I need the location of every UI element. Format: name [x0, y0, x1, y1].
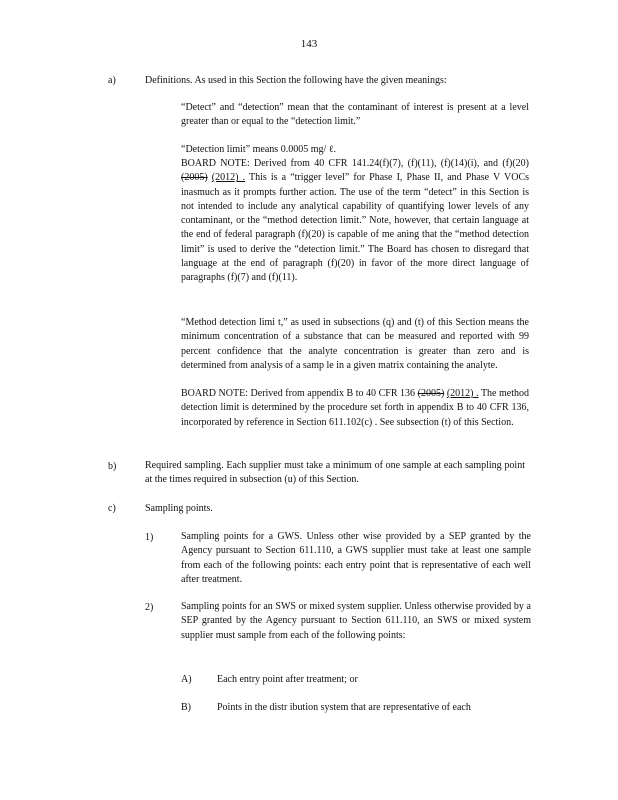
- inserted-year: (2012) .: [211, 172, 246, 184]
- board-note-1-start: BOARD NOTE: Derived from 40 CFR 141.24(f)(7), (f)(11), (f)(14)(i), and (f)(20): [181, 158, 529, 169]
- section-c-label: c): [108, 503, 116, 514]
- detect-definition: “Detect” and “detection” mean that the contaminant of interest is present at a level greater than or equal to the “detection limit.”: [181, 102, 529, 128]
- section-b-label: b): [108, 461, 117, 472]
- inserted-year-2: (2012) .: [446, 388, 479, 399]
- page-number: 143: [300, 38, 318, 50]
- method-detection-limit-definition: “Method detection limi t,” as used in subsections (q) and (t) of this Section means the minimum concentration of a substance that can be measured and reported with 99 percent confidence that the analyte concentration is greater than zero and is determined from analysis of a samp le in a given matrix containing the analyte.: [181, 317, 529, 371]
- section-a-heading: Definitions. As used in this Section the following have the given meanings:: [145, 75, 447, 86]
- sub-a-label: A): [181, 674, 192, 685]
- board-note-2-start: BOARD NOTE: Derived from appendix B to 40 CFR 136: [181, 388, 416, 399]
- section-c-heading: Sampling points.: [145, 503, 213, 514]
- item-1-text: Sampling points for a GWS. Unless other wise provided by a SEP granted by the Agency pursuant to Section 611.110, a GWS supplier must take at least one sample from each of the following points: each entry point that is representative of each well after treatment.: [181, 531, 531, 585]
- struck-year: (2005): [181, 172, 208, 184]
- board-note-detection: [181, 157, 529, 286]
- sub-b-label: B): [181, 702, 191, 713]
- sub-a-text: Each entry point after treatment; or: [217, 674, 358, 685]
- struck-year-2: (2005): [417, 388, 445, 399]
- board-note-2-rest: The method detection limit is determined by the procedure set forth in appendix B to 40 CFR 136, incorporated by reference in Section 611.102(c) . See subsection (t) of this Section.: [181, 388, 530, 428]
- detection-limit-definition: “Detection limit” means 0.0005 mg/ ℓ.: [181, 144, 337, 155]
- sub-b-text: Points in the distr ibution system that are representative of each: [217, 702, 471, 713]
- section-b-text: Required sampling. Each supplier must take a minimum of one sample at each sampling point at the times required in subsection (u) of this Section.: [145, 460, 525, 486]
- item-2-text: Sampling points for an SWS or mixed system supplier. Unless otherwise provided by a SEP granted by the Agency pursuant to Section 611.110, an SWS or mixed system supplier must sample from each of the following points:: [181, 601, 531, 641]
- item-2-label: 2): [145, 602, 154, 613]
- item-1-label: 1): [145, 532, 154, 543]
- board-note-1-rest: This is a “trigger level” for Phase I, Phase II, and Phase V VOCs inasmuch as it prompts further action. The use of the term “detect” in this Section is not intended to include any analytical capability of quantifying lower levels of any contaminant, or the “method detection limit.” Note, however, that certain language at the end of federal paragraph (f)(20) is capable of me aning that the “method detection limit” is used to derive the “detection limit.” The Board has chosen to disregard that language at the end of paragraph (f)(20) in favor of the more direct language of paragraphs (f)(7) and (f)(11).: [181, 172, 529, 284]
- board-note-mdl: [181, 387, 529, 430]
- section-a-label: a): [108, 75, 116, 86]
